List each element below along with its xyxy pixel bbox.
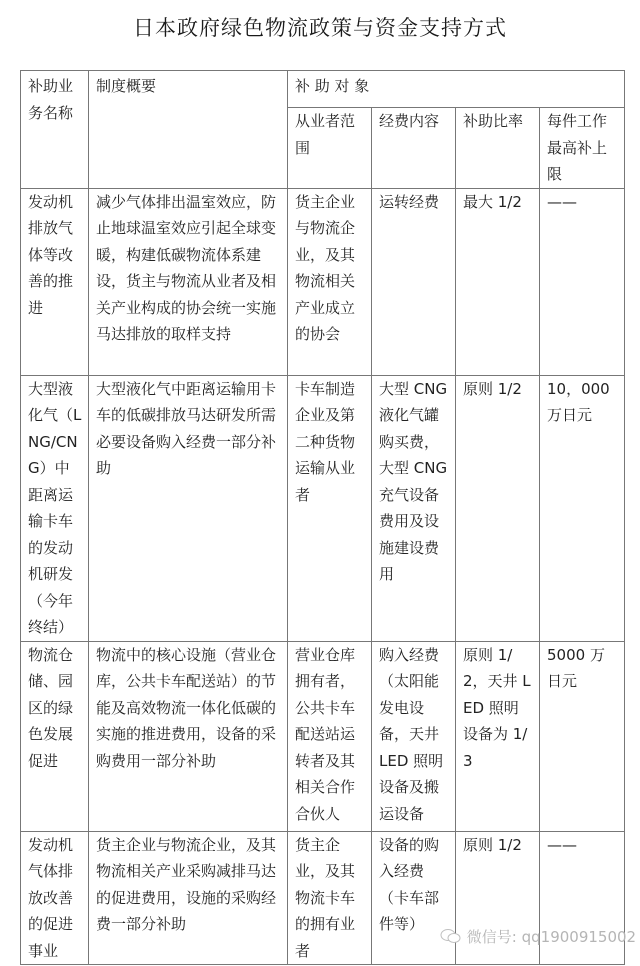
cell-name: 物流仓储、园区的绿色发展促进 <box>21 641 89 831</box>
cell-ratio: 原则 1/2，天井 LED 照明设备为 1/3 <box>456 641 540 831</box>
cell-scope: 货主企业，及其物流卡车的拥有业者 <box>288 831 372 965</box>
header-target-group: 补 助 对 象 <box>288 71 625 108</box>
cell-ratio: 最大 1/2 <box>456 188 540 375</box>
header-limit: 每件工作最高补上限 <box>540 108 625 189</box>
watermark <box>440 926 636 947</box>
cell-overview: 大型液化气中距离运输用卡车的低碳排放马达研发所需必要设备购入经费一部分补助 <box>89 375 288 641</box>
cell-expense: 运转经费 <box>372 188 456 375</box>
subsidy-table <box>20 70 625 965</box>
cell-name: 发动机排放气体等改善的推进 <box>21 188 89 375</box>
header-overview: 制度概要 <box>89 71 288 189</box>
header-row <box>21 71 625 108</box>
table-row <box>21 375 625 641</box>
cell-overview: 货主企业与物流企业，及其物流相关产业采购减排马达的促进费用，设施的采购经费一部分补助 <box>89 831 288 965</box>
cell-name: 发动机气体排放改善的促进事业 <box>21 831 89 965</box>
cell-name: 大型液化气（LNG/CNG）中距离运输卡车的发动机研发（今年终结） <box>21 375 89 641</box>
cell-expense: 设备的购入经费（卡车部件等） <box>372 831 456 965</box>
cell-scope: 卡车制造企业及第二种货物运输从业者 <box>288 375 372 641</box>
cell-overview: 物流中的核心设施（营业仓库，公共卡车配送站）的节能及高效物流一体化低碳的实施的推进费用，设备的采购费用一部分补助 <box>89 641 288 831</box>
cell-limit: —— <box>540 188 625 375</box>
header-name: 补助业务名称 <box>21 71 89 189</box>
table-row <box>21 641 625 831</box>
cell-expense: 购入经费（太阳能发电设备，天井 LED 照明设备及搬运设备 <box>372 641 456 831</box>
wechat-icon <box>440 928 462 944</box>
watermark-text: 微信号: qq1900915002 <box>466 928 637 946</box>
cell-limit: 10，000 万日元 <box>540 375 625 641</box>
cell-ratio: 原则 1/2 <box>456 831 540 965</box>
header-expense: 经费内容 <box>372 108 456 189</box>
cell-expense: 大型 CNG 液化气罐购买费，大型 CNG 充气设备费用及设施建设费用 <box>372 375 456 641</box>
page-title: 日本政府绿色物流政策与资金支持方式 <box>133 16 507 40</box>
cell-overview: 减少气体排出温室效应，防止地球温室效应引起全球变暖，构建低碳物流体系建设，货主与物流从业者及相关产业构成的协会统一实施马达排放的取样支持 <box>89 188 288 375</box>
cell-ratio: 原则 1/2 <box>456 375 540 641</box>
header-scope: 从业者范围 <box>288 108 372 189</box>
table-row <box>21 188 625 375</box>
cell-scope: 货主企业与物流企业，及其物流相关产业成立的协会 <box>288 188 372 375</box>
header-ratio: 补助比率 <box>456 108 540 189</box>
cell-limit: —— <box>540 831 625 965</box>
cell-scope: 营业仓库拥有者，公共卡车配送站运转者及其相关合作合伙人 <box>288 641 372 831</box>
cell-limit: 5000 万日元 <box>540 641 625 831</box>
